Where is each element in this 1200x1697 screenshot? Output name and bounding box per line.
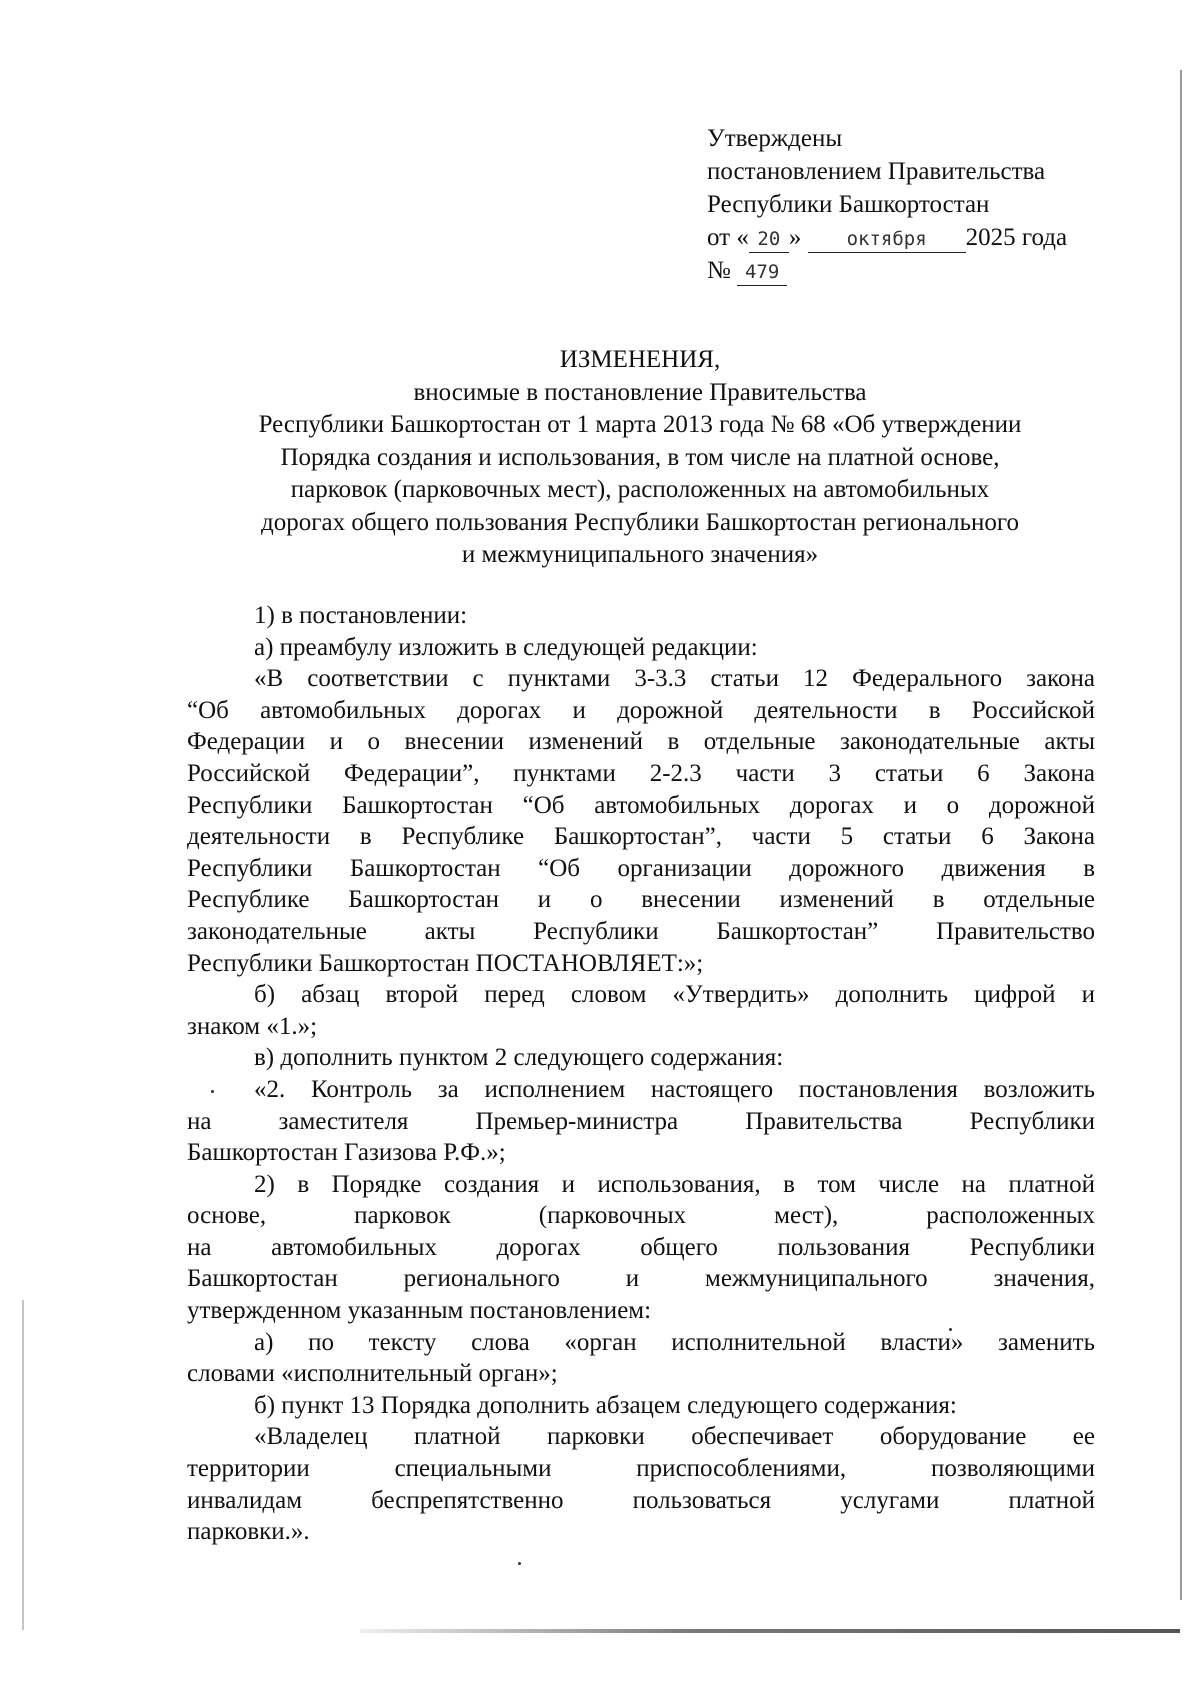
body-line: территории специальными приспособлениями, позволяющими: [187, 1455, 1095, 1483]
body-line: словами «исполнительный орган»;: [187, 1360, 558, 1388]
body-line: в) дополнить пунктом 2 следующего содержания:: [254, 1044, 784, 1072]
body-line: парковки.».: [187, 1518, 310, 1546]
document-title: [160, 344, 1120, 572]
body-line: на заместителя Премьер-министра Правительства Республики: [187, 1107, 1095, 1135]
body-line: а) по тексту слова «орган исполнительной власти» заменить: [254, 1328, 1095, 1356]
approval-date-line: [707, 221, 1137, 254]
body-line: основе, парковок (парковочных мест), расположенных: [187, 1202, 1095, 1230]
title-line: Порядка создания и использования, в том числе на платной основе,: [280, 443, 1000, 471]
body-line: знаком «1.»;: [187, 1012, 318, 1040]
title-line: вносимые в постановление Правительства: [413, 378, 867, 406]
body-line: Федерации и о внесении изменений в отдельные законодательные акты: [187, 728, 1095, 756]
body-line: Башкортостан Газизова Р.Ф.»;: [187, 1139, 506, 1167]
scan-edge-left: [22, 1300, 24, 1630]
scan-edge-right: [1180, 70, 1182, 1600]
title-line: дорогах общего пользования Республики Башкортостан регионального: [261, 508, 1019, 536]
approval-line: Республики Башкортостан: [707, 191, 990, 218]
date-day: 20: [749, 226, 789, 253]
title-line: и межмуниципального значения»: [461, 541, 819, 568]
approval-line: Утверждены: [707, 125, 843, 152]
body-line: Башкортостан регионального и межмуниципального значения,: [187, 1265, 1095, 1293]
body-line: “Об автомобильных дорогах и дорожной деятельности в Российской: [187, 696, 1095, 724]
scan-edge-bottom: [360, 1629, 1180, 1633]
approval-number-line: [707, 254, 1137, 287]
body-line: утвержденном указанным постановлением:: [187, 1297, 652, 1325]
date-prefix: от «: [707, 224, 749, 251]
approval-line: постановлением Правительства: [707, 158, 1046, 185]
body-line: «Владелец платной парковки обеспечивает оборудование ее: [254, 1423, 1095, 1451]
number-prefix: №: [707, 257, 731, 284]
title-line: парковок (парковочных мест), расположенных на автомобильных: [290, 476, 990, 503]
body-line: Республики Башкортостан “Об организации дорожного движения в: [187, 854, 1095, 882]
date-suffix: 2025 года: [965, 224, 1068, 251]
body-line: 1) в постановлении:: [254, 602, 468, 629]
document-number: 479: [737, 259, 787, 286]
title-line: Республики Башкортостан от 1 марта 2013 года № 68 «Об утверждении: [258, 411, 1022, 438]
body-line: деятельности в Республике Башкортостан”, части 5 статьи 6 Закона: [187, 823, 1095, 851]
body-line: б) абзац второй перед словом «Утвердить» дополнить цифрой и: [254, 981, 1095, 1009]
body-line: 2) в Порядке создания и использования, в том числе на платной: [254, 1170, 1095, 1198]
body-line: б) пункт 13 Порядка дополнить абзацем следующего содержания:: [254, 1391, 957, 1419]
approval-block: [707, 122, 1137, 287]
body-line: Республике Башкортостан и о внесении изменений в отдельные: [187, 886, 1095, 914]
body-line: Республики Башкортостан “Об автомобильных дорогах и о дорожной: [187, 791, 1095, 819]
date-mid: »: [788, 224, 802, 251]
body-line: инвалидам беспрепятственно пользоваться услугами платной: [187, 1486, 1095, 1514]
body-line: законодательные акты Республики Башкортостан” Правительство: [187, 917, 1095, 945]
body-line: а) преамбулу изложить в следующей редакции:: [254, 633, 758, 661]
body-line: Республики Башкортостан ПОСТАНОВЛЯЕТ:»;: [187, 949, 704, 977]
title-heading: ИЗМЕНЕНИЯ,: [559, 346, 721, 373]
body-line: «В соответствии с пунктами 3-3.3 статьи 12 Федерального закона: [254, 665, 1095, 693]
date-month: октября: [808, 226, 966, 253]
body-line: на автомобильных дорогах общего пользования Республики: [187, 1233, 1095, 1261]
body-line: Российской Федерации”, пунктами 2-2.3 части 3 статьи 6 Закона: [187, 759, 1095, 787]
scan-speck: [518, 1562, 521, 1565]
body-line: «2. Контроль за исполнением настоящего постановления возложить: [254, 1075, 1095, 1103]
document-body: [187, 600, 1095, 1548]
